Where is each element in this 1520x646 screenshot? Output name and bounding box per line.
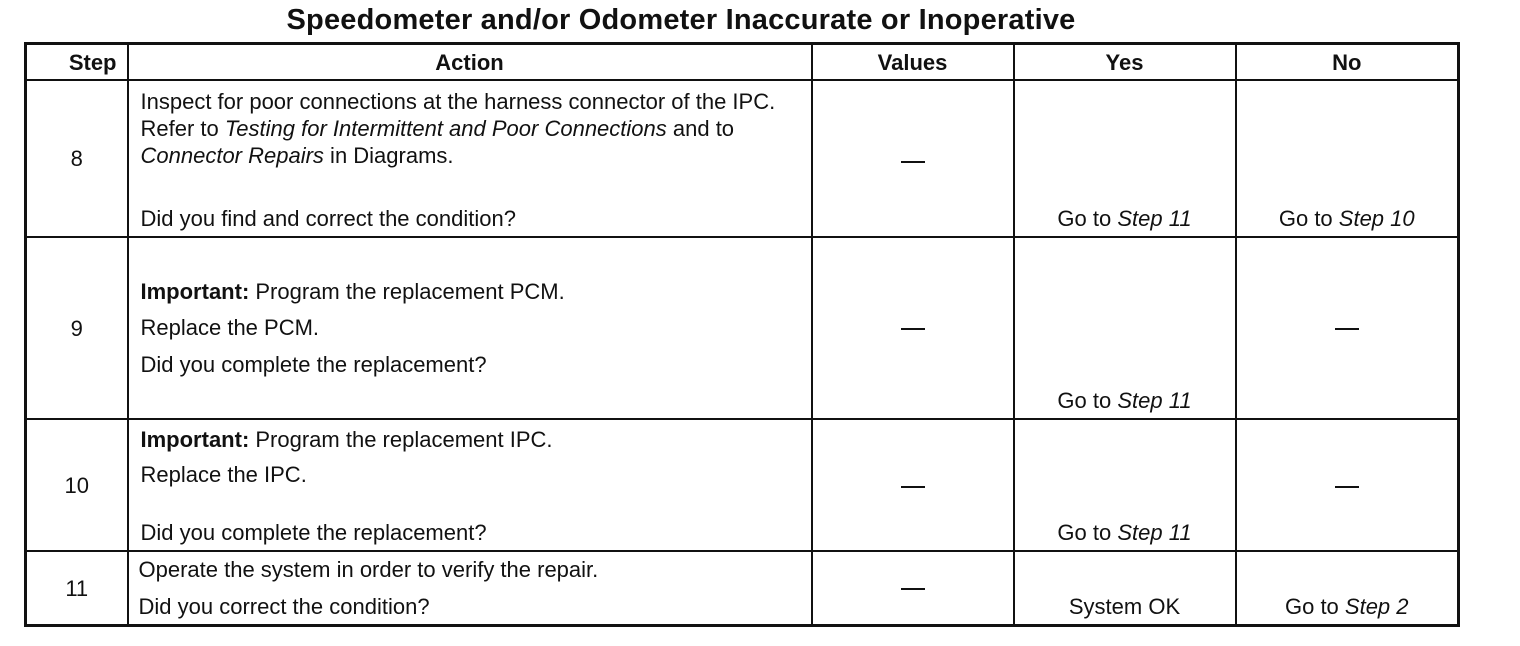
action-instruction: Operate the system in order to verify the repair. <box>138 557 599 582</box>
table-row <box>26 237 1459 419</box>
table-row <box>26 551 1459 626</box>
yes-cell <box>1014 80 1236 237</box>
action-question: Did you find and correct the condition? <box>140 206 516 231</box>
step-number: 10 <box>26 419 128 551</box>
header-values: Values <box>812 44 1014 81</box>
values-cell <box>812 419 1014 551</box>
values-cell <box>812 237 1014 419</box>
important-note: Important: Program the replacement IPC. <box>140 427 553 452</box>
yes-goto-link[interactable]: Go to Step 11 <box>1057 520 1192 545</box>
yes-goto-link[interactable]: Go to Step 11 <box>1057 206 1192 231</box>
header-no: No <box>1236 44 1459 81</box>
step-number: 8 <box>26 80 128 237</box>
values-cell <box>812 80 1014 237</box>
page-title: Speedometer and/or Odometer Inaccurate or Inoperative <box>286 4 1076 36</box>
action-cell <box>128 419 812 551</box>
no-cell <box>1236 237 1459 419</box>
header-step: Step <box>26 44 128 81</box>
empty-value-dash <box>1335 328 1359 330</box>
important-note: Important: Program the replacement PCM. <box>140 279 565 304</box>
action-cell <box>128 551 812 626</box>
values-cell <box>812 551 1014 626</box>
empty-value-dash <box>901 328 925 330</box>
yes-cell <box>1014 419 1236 551</box>
action-cell <box>128 80 812 237</box>
diagnostic-table <box>24 42 1460 627</box>
action-instruction: Replace the PCM. <box>140 315 320 340</box>
no-cell <box>1236 551 1459 626</box>
no-goto-link[interactable]: Go to Step 2 <box>1284 594 1409 619</box>
step-number: 9 <box>26 237 128 419</box>
no-goto-link[interactable]: Go to Step 10 <box>1278 206 1415 231</box>
table-row <box>26 80 1459 237</box>
yes-goto-link[interactable]: Go to Step 11 <box>1057 388 1192 413</box>
header-action: Action <box>128 44 812 81</box>
action-instruction: Inspect for poor connections at the harness connector of the IPC. Refer to Testing for Intermittent and Poor Connections and to Connector Repairs in Diagrams. <box>140 89 776 168</box>
action-question: Did you complete the replacement? <box>140 352 487 377</box>
empty-value-dash <box>1335 486 1359 488</box>
action-cell <box>128 237 812 419</box>
yes-cell <box>1014 237 1236 419</box>
empty-value-dash <box>901 161 925 163</box>
table-row <box>26 419 1459 551</box>
yes-cell <box>1014 551 1236 626</box>
action-question: Did you complete the replacement? <box>140 520 487 545</box>
empty-value-dash <box>901 486 925 488</box>
header-yes: Yes <box>1014 44 1236 81</box>
step-number: 11 <box>26 551 128 626</box>
yes-result-text: System OK <box>1068 594 1181 619</box>
no-cell <box>1236 419 1459 551</box>
reference-testing-intermittent[interactable]: Testing for Intermittent and Poor Connections <box>224 116 667 141</box>
reference-connector-repairs[interactable]: Connector Repairs <box>140 143 324 168</box>
empty-value-dash <box>901 588 925 590</box>
table-header-row <box>26 44 1459 81</box>
action-question: Did you correct the condition? <box>138 594 430 619</box>
action-instruction: Replace the IPC. <box>140 462 307 487</box>
no-cell <box>1236 80 1459 237</box>
